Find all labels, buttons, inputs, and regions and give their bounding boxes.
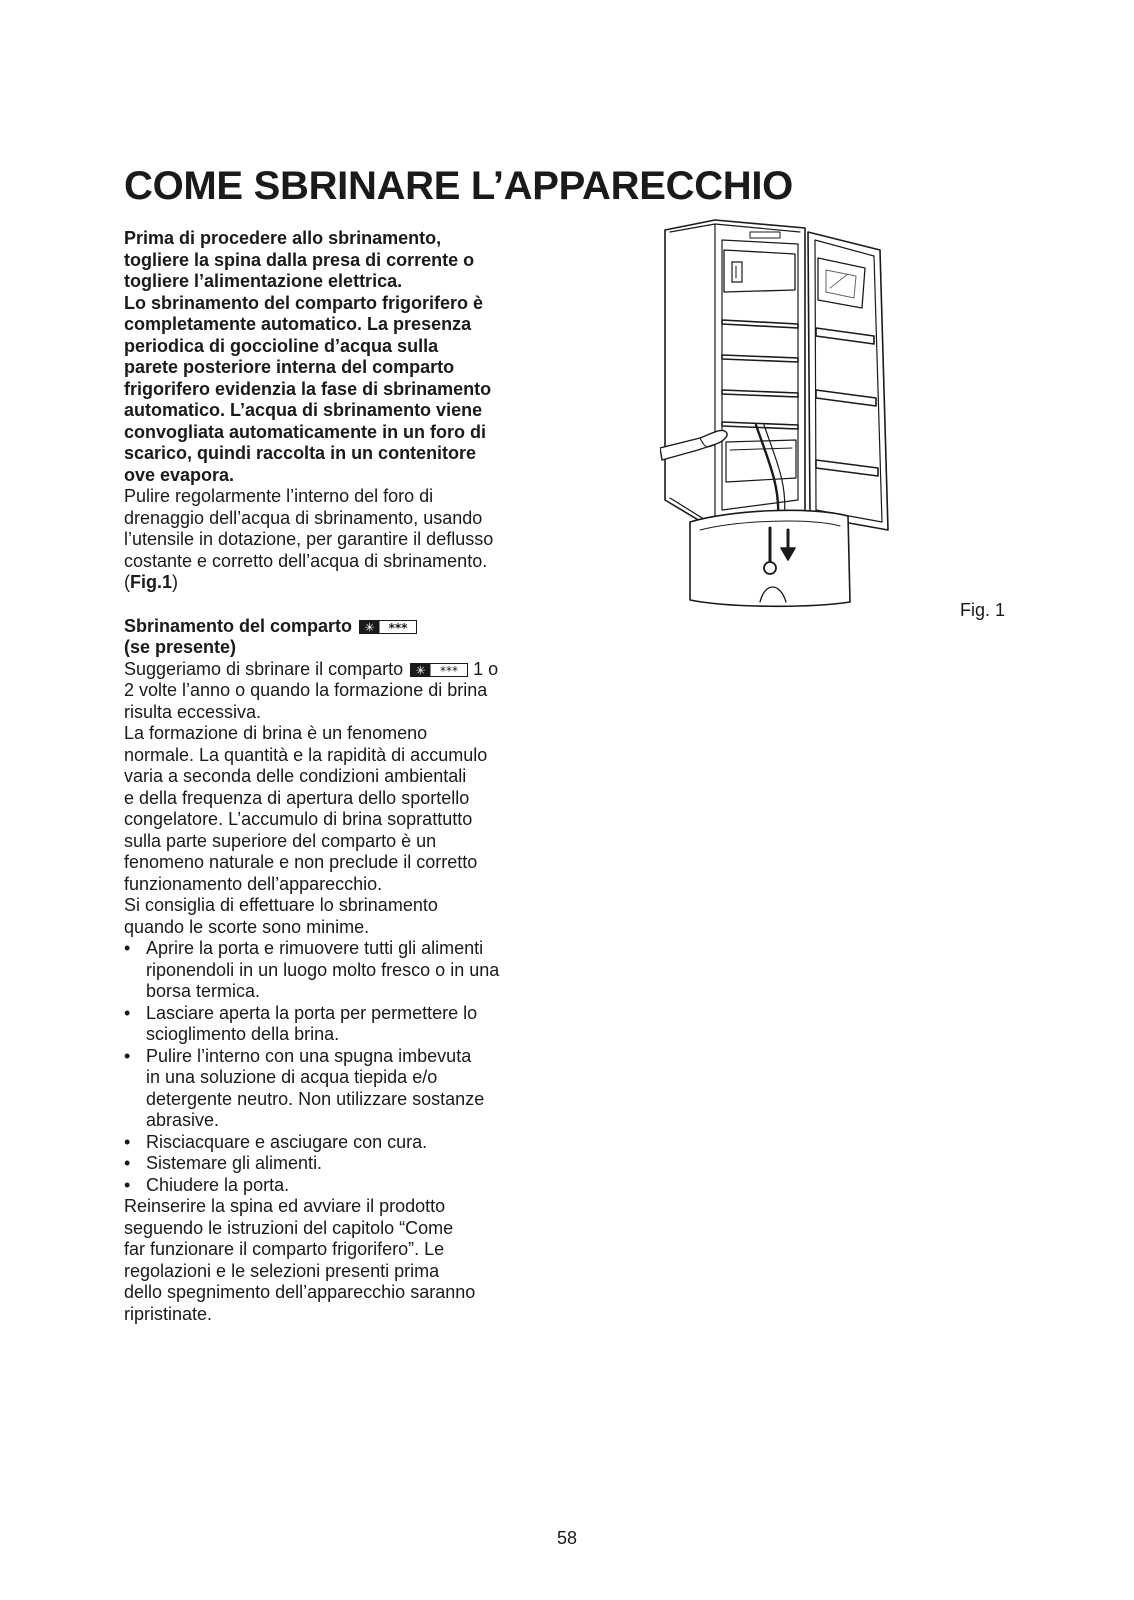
bullet-icon: •: [124, 1131, 131, 1152]
intro-bold-paragraph: [124, 228, 554, 486]
svg-text:✳: ✳: [415, 663, 426, 677]
list-item: [124, 1132, 554, 1154]
intro-line: completamente automatico. La presenza: [124, 314, 472, 334]
list-item-line: Risciacquare e asciugare con cura.: [146, 1131, 428, 1152]
section-body: [124, 680, 554, 938]
list-item: [124, 1003, 554, 1046]
section-body-line: varia a seconda delle condizioni ambientali: [124, 766, 467, 786]
page-title: COME SBRINARE L’APPARECCHIO: [124, 164, 793, 208]
bullet-icon: •: [124, 1153, 131, 1173]
closing-line: Reinserire la spina ed avviare il prodotto: [124, 1196, 446, 1216]
bullet-icon: •: [124, 1045, 131, 1066]
closing-line: far funzionare il comparto frigorifero”. Le: [124, 1239, 445, 1259]
list-item-line: Aprire la porta e rimuovere tutti gli alimenti: [146, 938, 484, 958]
list-item-line: scioglimento della brina.: [146, 1024, 340, 1044]
list-item-line: Lasciare aperta la porta per permettere lo: [146, 1002, 478, 1023]
list-item: [124, 1153, 554, 1175]
instruction-list: [124, 938, 554, 1196]
intro-line: periodica di goccioline d’acqua sulla: [124, 335, 439, 356]
section-body-line: risulta eccessiva.: [124, 701, 262, 722]
section-body-line: La formazione di brina è un fenomeno: [124, 723, 428, 743]
intro-line: Prima di procedere allo sbrinamento,: [124, 228, 442, 248]
closing-line: regolazioni e le selezioni presenti prima: [124, 1260, 440, 1281]
page-number: 58: [556, 1528, 578, 1548]
list-item-line: Pulire l’interno con una spugna imbevuta: [146, 1045, 472, 1066]
bullet-icon: •: [124, 1002, 131, 1023]
closing-line: dello spegnimento dell’apparecchio saranno: [124, 1282, 476, 1302]
list-item-line: in una soluzione di acqua tiepida e/o: [146, 1067, 438, 1087]
list-item-line: borsa termica.: [146, 981, 261, 1001]
intro-line: Lo sbrinamento del comparto frigorifero è: [124, 292, 484, 313]
intro-line: ove evapora.: [124, 464, 235, 485]
closing-line: seguendo le istruzioni del capitolo “Come: [124, 1217, 454, 1238]
fridge-illustration: [660, 210, 910, 630]
drain-line: l’utensile in dotazione, per garantire il deflusso: [124, 529, 494, 549]
suggestion-line: Suggeriamo di sbrinare il comparto ✳ *** 1 o: [124, 658, 499, 679]
list-item-line: Chiudere la porta.: [146, 1174, 290, 1195]
section-body-line: Si consiglia di effettuare lo sbrinamento: [124, 895, 438, 915]
list-item: [124, 938, 554, 1003]
intro-line: convogliata automaticamente in un foro di: [124, 421, 487, 442]
intro-line: togliere l’alimentazione elettrica.: [124, 271, 403, 291]
list-item-line: riponendoli in un luogo molto fresco o in una: [146, 959, 500, 980]
figure-reference: (Fig.1): [124, 572, 179, 592]
figure-caption: Fig. 1: [960, 600, 1006, 620]
closing-line: ripristinate.: [124, 1303, 213, 1324]
section-heading-sub: (se presente): [124, 637, 237, 657]
svg-text:✳: ✳: [364, 620, 375, 634]
svg-text:***: ***: [388, 620, 408, 634]
section-body-line: congelatore. L’accumulo di brina soprattutto: [124, 809, 473, 829]
svg-text:***: ***: [440, 663, 459, 677]
section-body-line: normale. La quantità e la rapidità di accumulo: [124, 744, 488, 765]
intro-line: parete posteriore interna del comparto: [124, 357, 455, 377]
intro-line: frigorifero evidenzia la fase di sbrinamento: [124, 378, 492, 399]
closing-paragraph: [124, 1196, 554, 1325]
intro-line: automatico. L’acqua di sbrinamento viene: [124, 400, 483, 420]
drain-line: drenaggio dell’acqua di sbrinamento, usando: [124, 507, 483, 528]
list-item: [124, 1046, 554, 1132]
list-item-line: detergente neutro. Non utilizzare sostanze: [146, 1088, 485, 1109]
bullet-icon: •: [124, 938, 131, 958]
list-item-line: abrasive.: [146, 1110, 220, 1130]
list-item-line: Sistemare gli alimenti.: [146, 1153, 323, 1173]
section-body-line: e della frequenza di apertura dello sportello: [124, 787, 470, 808]
bullet-icon: •: [124, 1174, 131, 1195]
drain-cleaning-paragraph: [124, 486, 554, 572]
section-body-line: funzionamento dell’apparecchio.: [124, 873, 383, 894]
figure-reference-label: Fig.1: [130, 572, 173, 592]
section-body-line: sulla parte superiore del comparto è un: [124, 830, 437, 851]
section-body-line: 2 volte l’anno o quando la formazione di brina: [124, 680, 488, 700]
section-heading: Sbrinamento del comparto ✳ ***: [124, 616, 554, 638]
section-body-line: fenomeno naturale e non preclude il corretto: [124, 852, 478, 872]
section-body-line: quando le scorte sono minime.: [124, 916, 370, 937]
drain-line: Pulire regolarmente l’interno del foro di: [124, 486, 434, 506]
freezer-star-icon: [357, 616, 417, 636]
body-column: [124, 228, 554, 1325]
drain-line: costante e corretto dell’acqua di sbrinamento.: [124, 550, 488, 571]
freezer-star-icon: [408, 659, 468, 679]
list-item: [124, 1175, 554, 1197]
intro-line: togliere la spina dalla presa di corrente o: [124, 249, 475, 270]
intro-line: scarico, quindi raccolta in un contenitore: [124, 443, 477, 463]
